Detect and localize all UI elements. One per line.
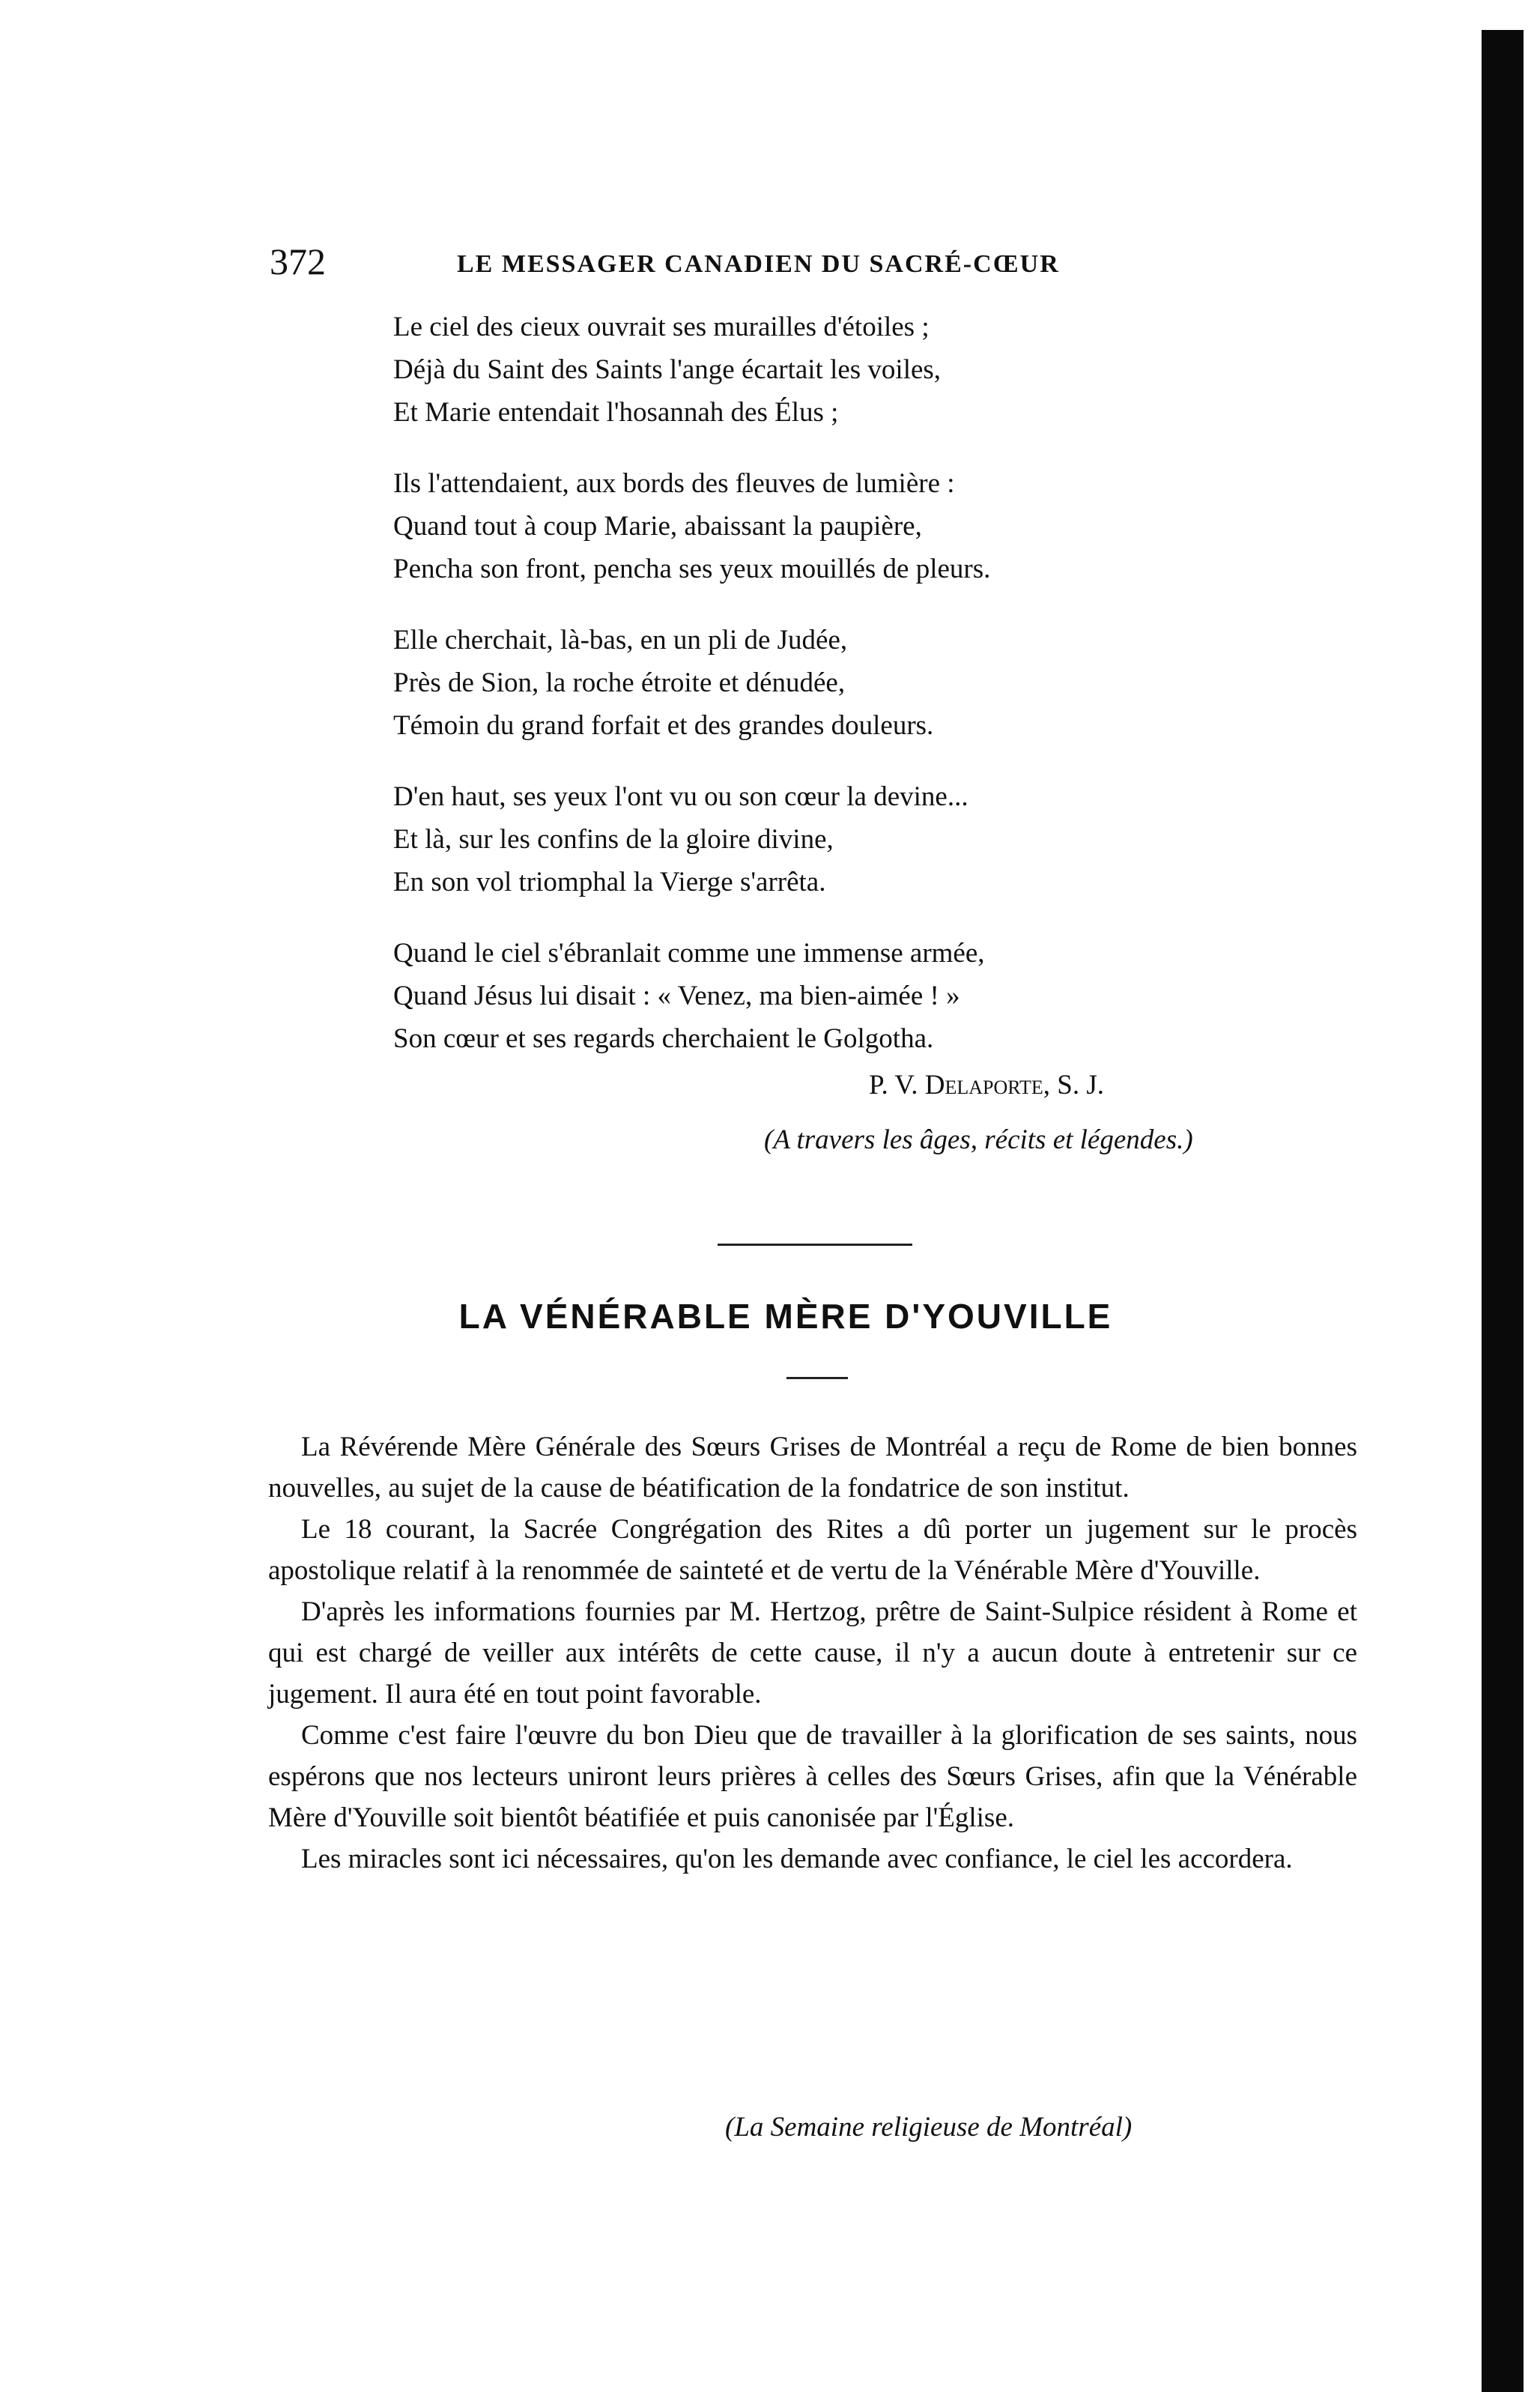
poem-stanza: [393, 775, 1367, 903]
poem-line: Quand tout à coup Marie, abaissant la paupière,: [393, 511, 922, 542]
poem-line: Près de Sion, la roche étroite et dénudée,: [393, 667, 846, 698]
running-title: LE MESSAGER CANADIEN DU SACRÉ-CŒUR: [457, 250, 1060, 278]
poem-line: D'en haut, ses yeux l'ont vu ou son cœur la devine...: [393, 781, 968, 812]
poem-line: Témoin du grand forfait et des grandes douleurs.: [393, 710, 934, 741]
article-body: [268, 1426, 1357, 1880]
article-paragraph: D'après les informations fournies par M. Hertzog, prêtre de Saint-Sulpice résident à Rome et qui est chargé de veiller aux intérêts de cette cause, il n'y a aucun doute à entretenir sur ce jugement. Il aura été en tout point favorable.: [268, 1596, 1357, 1710]
poem-line: Elle cherchait, là-bas, en un pli de Judée,: [393, 625, 848, 655]
article-paragraph: La Révérende Mère Générale des Sœurs Grises de Montréal a reçu de Rome de bien bonnes nouvelles, au sujet de la cause de béatification de la fondatrice de son institut.: [268, 1432, 1357, 1504]
poem-source: (A travers les âges, récits et légendes.): [764, 1124, 1193, 1155]
poem-line: Ils l'attendaient, aux bords des fleuves de lumière :: [393, 468, 955, 499]
article-paragraph: Le 18 courant, la Sacrée Congrégation des Rites a dû porter un jugement sur le procès apostolique relatif à la renommée de sainteté et de vertu de la Vénérable Mère d'Youville.: [268, 1514, 1357, 1586]
poem-line: Et Marie entendait l'hosannah des Élus ;: [393, 397, 839, 428]
poem-line: Quand le ciel s'ébranlait comme une immense armée,: [393, 938, 985, 969]
poem-line: Son cœur et ses regards cherchaient le Golgotha.: [393, 1023, 934, 1054]
poem-stanza: [393, 306, 1367, 434]
section-divider: [718, 1244, 912, 1246]
article-paragraph: Les miracles sont ici nécessaires, qu'on les demande avec confiance, le ciel les accordera.: [301, 1844, 1293, 1874]
poem-signature: P. V. Delaporte, S. J.: [869, 1070, 1105, 1100]
poem-stanza: [393, 619, 1367, 747]
page-header: [270, 240, 1483, 285]
poem: [393, 306, 1367, 1088]
poem-line: Pencha son front, pencha ses yeux mouillés de pleurs.: [393, 554, 991, 584]
page-number: 372: [270, 240, 326, 282]
scan-edge-bar: [1482, 30, 1524, 2392]
poem-line: Et là, sur les confins de la gloire divine,: [393, 824, 834, 855]
poem-stanza: [393, 462, 1367, 590]
article-credit: (La Semaine religieuse de Montréal): [725, 2112, 1133, 2143]
poem-line: Quand Jésus lui disait : « Venez, ma bien-aimée ! »: [393, 981, 960, 1011]
poem-stanza: [393, 932, 1367, 1060]
poem-line: En son vol triomphal la Vierge s'arrêta.: [393, 867, 826, 897]
article-paragraph: Comme c'est faire l'œuvre du bon Dieu que de travailler à la glorification de ses saints, nous espérons que nos lecteurs uniront leurs prières à celles des Sœurs Grises, afin que la Vénérable Mère d'Youville soit bientôt béatifiée et puis canonisée par l'Église.: [268, 1720, 1357, 1833]
poem-line: Le ciel des cieux ouvrait ses murailles d'étoiles ;: [393, 312, 930, 342]
poem-line: Déjà du Saint des Saints l'ange écartait les voiles,: [393, 354, 942, 385]
title-underline: [786, 1377, 848, 1379]
article-title: LA VÉNÉRABLE MÈRE D'YOUVILLE: [458, 1297, 1113, 1336]
